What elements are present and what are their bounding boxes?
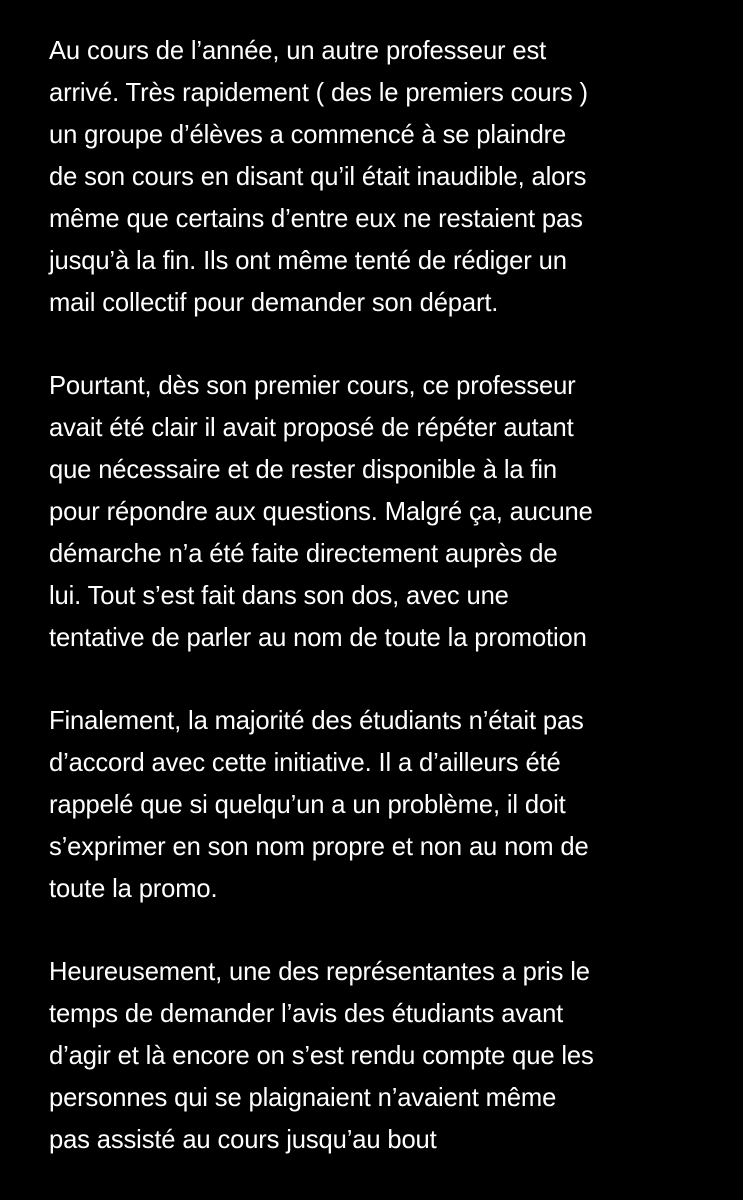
paragraph-gap [49,910,739,951]
note-text-body [49,30,739,1161]
text-line: Pourtant, dès son premier cours, ce professeur [49,372,576,400]
text-line: personnes qui se plaignaient n’avaient même [49,1084,557,1112]
text-line: pas assisté au cours jusqu’au bout [49,1126,437,1154]
text-line: pour répondre aux questions. Malgré ça, aucune [49,498,593,526]
text-line: arrivé. Très rapidement ( des le premiers cours ) [49,79,588,107]
text-line: temps de demander l’avis des étudiants avant [49,1000,564,1028]
text-line: lui. Tout s’est fait dans son dos, avec une [49,582,509,610]
text-line: que nécessaire et de rester disponible à la fin [49,456,557,484]
paragraph-1 [49,30,739,324]
text-line: un groupe d’élèves a commencé à se plaindre [49,121,567,149]
text-line: de son cours en disant qu’il était inaudible, alors [49,163,587,191]
paragraph-4 [49,951,739,1161]
text-line: avait été clair il avait proposé de répéter autant [49,414,574,442]
text-line: s’exprimer en son nom propre et non au nom de [49,833,589,861]
paragraph-gap [49,659,739,700]
text-line: mail collectif pour demander son départ. [49,289,499,317]
text-line: rappelé que si quelqu’un a un problème, il doit [49,791,566,819]
text-line: tentative de parler au nom de toute la promotion [49,624,587,652]
text-line: toute la promo. [49,875,218,903]
paragraph-gap [49,324,739,365]
text-line: même que certains d’entre eux ne restaient pas [49,205,583,233]
text-line: Au cours de l’année, un autre professeur est [49,37,547,65]
text-line: jusqu’à la fin. Ils ont même tenté de rédiger un [49,247,567,275]
text-line: d’agir et là encore on s’est rendu compte que les [49,1042,594,1070]
text-line: Finalement, la majorité des étudiants n’était pas [49,707,584,735]
text-line: démarche n’a été faite directement auprès de [49,540,558,568]
paragraph-2 [49,365,739,659]
paragraph-3 [49,700,739,910]
text-line: Heureusement, une des représentantes a pris le [49,958,590,986]
text-line: d’accord avec cette initiative. Il a d’ailleurs été [49,749,561,777]
